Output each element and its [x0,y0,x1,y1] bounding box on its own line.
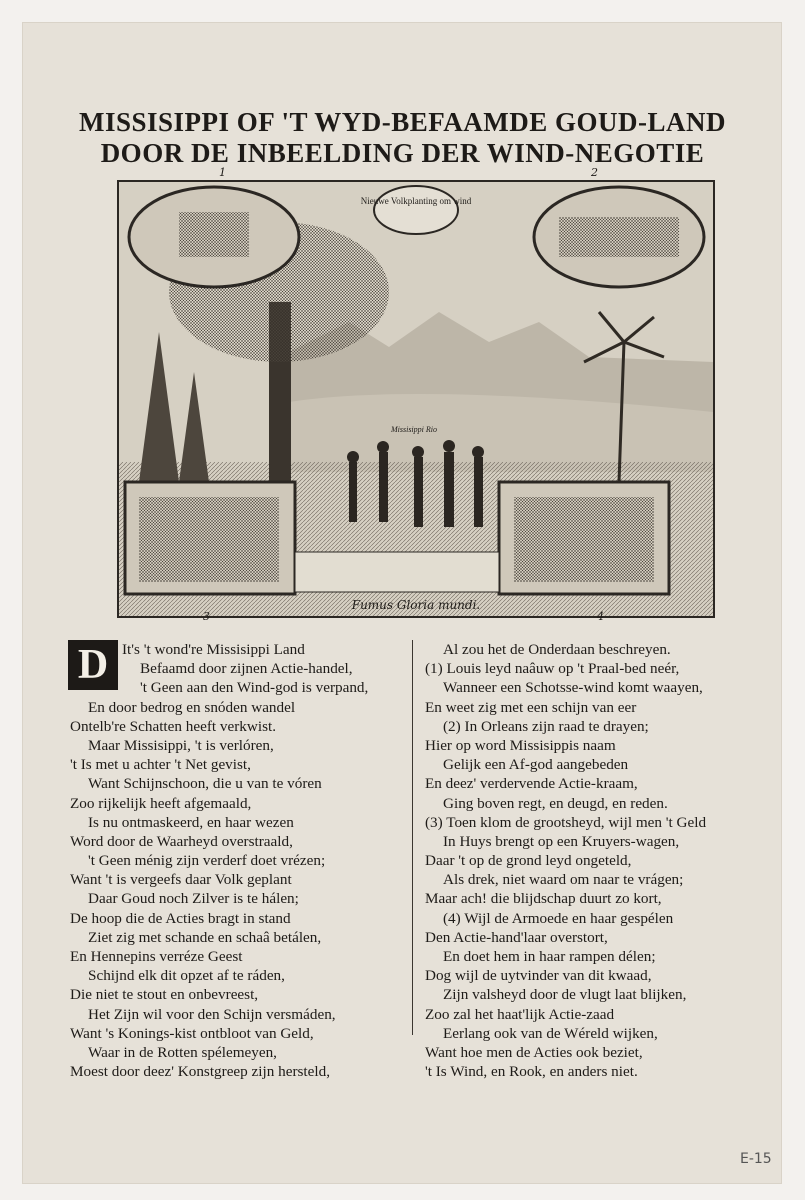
right-line: Zoo zal het haat'lijk Actie-zaad [425,1005,615,1023]
left-line: It's 't wond're Missisippi Land [122,641,305,658]
right-line: Wanneer een Schotsse-wind komt waayen, [443,679,703,697]
poem-column-left [70,640,400,1081]
right-line: Daar 't op de grond leyd ongeteld, [425,852,632,870]
left-line: En door bedrog en snóden wandel [88,698,296,716]
engraving-illustration [119,182,713,616]
left-line: De hoop die de Acties bragt in stand [70,909,291,927]
left-line: 't Geen aan den Wind-god is verpand, [140,679,369,697]
right-line: (1) Louis leyd naâuw op 't Praal-bed neér, [425,660,680,678]
decorated-initial: D [68,640,118,690]
panel-1-bed-scene [179,212,249,257]
left-line: Want 't is vergeefs daar Volk geplant [70,871,292,889]
left-line: Zoo rijkelijk heeft afgemaald, [70,794,252,812]
left-line: Want Schijnschoon, die u van te vóren [88,775,322,793]
right-line: Al zou het de Onderdaan beschreyen. [443,641,671,658]
right-line: In Huys brengt op een Kruyers-wagen, [443,832,680,850]
left-line: Moest door deez' Konstgreep zijn hersteld, [70,1063,331,1081]
left-line: Die niet te stout en onbevreest, [70,986,259,1004]
left-line: Maar Missisippi, 't is verlóren, [88,736,274,754]
left-line: Want 's Konings-kist ontbloot van Geld, [70,1024,314,1042]
right-line: Zijn valsheyd door de vlugt laat blijken, [443,986,687,1004]
right-line: En deez' verdervende Actie-kraam, [425,775,638,793]
right-line: Gelijk een Af-god aangebeden [443,756,629,774]
right-line: En doet hem in haar rampen délen; [443,948,656,965]
right-line: Want hoe men de Acties ook beziet, [425,1043,643,1061]
catalog-mark: E-15 [740,1151,772,1167]
left-line: Daar Goud noch Zilver is te hálen; [88,890,299,908]
right-line: Ging boven regt, en deugd, en reden. [443,794,668,812]
left-line: Het Zijn wil voor den Schijn versmáden, [88,1005,336,1023]
right-line: En weet zig met een schijn van eer [425,698,637,716]
poem-column-right [425,640,755,1081]
panel-number-1: 1 [219,166,226,179]
right-line: Hier op word Missisippis naam [425,736,616,754]
panel-4-despair-scene [514,497,654,582]
panel-number-3: 3 [203,610,210,623]
left-line: En Hennepins verréze Geest [70,948,243,965]
column-divider [412,640,413,1035]
right-line: Den Actie-hand'laar overstort, [425,928,608,946]
left-line: Ontelb're Schatten heeft verkwist. [70,717,277,735]
cartouche-text: Nieuwe Volkplanting om wind [360,196,472,206]
right-line: (2) In Orleans zijn raad te drayen; [443,717,649,735]
left-line: 't Is met u achter 't Net gevist, [70,756,251,774]
plinth [295,552,499,592]
right-line: (3) Toen klom de grootsheyd, wijl men 't Geld [425,813,707,831]
panel-number-2: 2 [591,166,598,179]
print-title-line-1: MISSISIPPI OF 'T WYD-BEFAAMDE GOUD-LAND [78,107,727,137]
panel-2-council-scene [559,217,679,257]
left-line: 't Geen ménig zijn verderf doet vrézen; [88,852,326,870]
engraving-plate [117,166,715,623]
left-line: Befaamd door zijnen Actie-handel, [140,660,353,678]
left-line: Word door de Waarheyd overstraald, [70,832,293,850]
left-line: Waar in de Rotten spélemeyen, [88,1043,277,1061]
right-line: Als drek, niet waard om naar te vrágen; [443,871,684,889]
right-line: Eerlang ook van de Wéreld wijken, [443,1024,658,1042]
right-line: (4) Wijl de Armoede en haar gespélen [443,909,674,927]
left-line: Schijnd elk dit opzet af te ráden, [88,967,285,985]
panel-number-4: 4 [597,610,604,623]
right-line: Maar ach! die blijdschap duurt zo kort, [425,890,662,908]
right-line: Dog wijl de uytvinder van dit kwaad, [425,967,652,985]
left-line: Is nu ontmaskeerd, en haar wezen [88,813,294,831]
river-label: Missisippi Rio [390,425,438,434]
print-title-line-2: DOOR DE INBEELDING DER WIND-NEGOTIE [100,138,705,168]
cartouche [374,186,458,234]
right-line: 't Is Wind, en Rook, en anders niet. [425,1063,638,1081]
left-line: Ziet zig met schande en schaâ betálen, [88,928,322,946]
engraving-motto: Fumus Gloria mundi. [351,598,481,612]
panel-3-cart-scene [139,497,279,582]
